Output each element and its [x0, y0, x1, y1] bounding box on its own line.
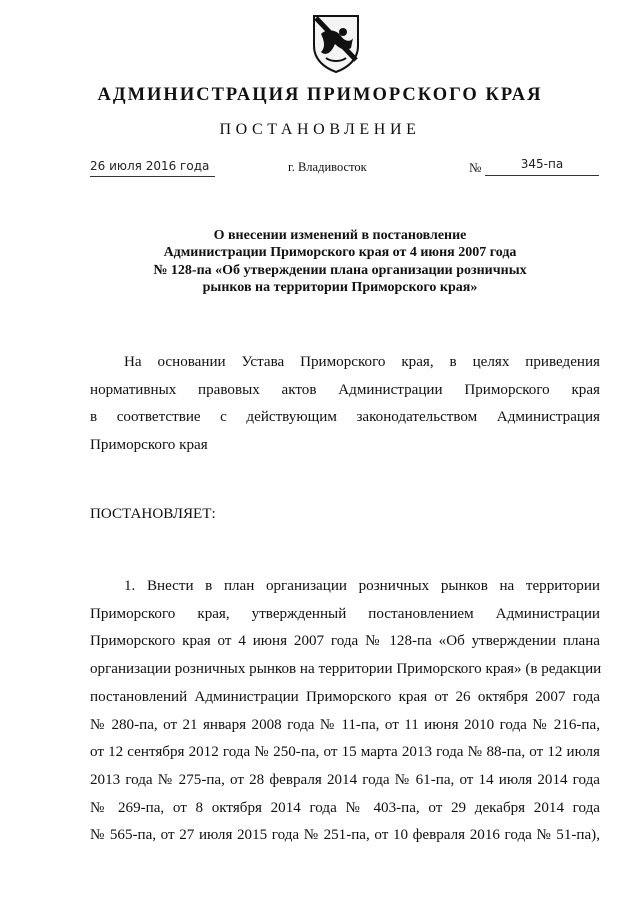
text-line: 2013 года № 275-па, от 28 февраля 2014 года № 61-па, от 14 июля 2014 года [90, 771, 600, 788]
text-line: нормативных правовых актов Администрации Приморского края [90, 381, 600, 398]
title-line: № 128-па «Об утверждении плана организации розничных [153, 262, 527, 278]
title-line: рынков на территории Приморского края» [202, 279, 478, 295]
document-number: 345-па [485, 157, 599, 176]
text-line: в соответствие с действующим законодательством Администрация [90, 409, 600, 426]
text-line: Приморского края [90, 437, 208, 454]
text-line: от 12 сентября 2012 года № 250-па, от 15 марта 2013 года № 88-па, от 12 июля [90, 744, 600, 761]
text-line: Приморского края, утвержденный постановлением Администрации [90, 605, 600, 622]
text-line: постановлений Администрации Приморского края от 26 октября 2007 года [90, 688, 600, 705]
document-date: 26 июля 2016 года [90, 159, 215, 177]
decree-word: ПОСТАНОВЛЯЕТ: [90, 506, 216, 522]
coat-of-arms-icon [311, 14, 361, 74]
title-line: Администрации Приморского края от 4 июня 2007 года [163, 245, 517, 261]
text-line: 1. Внести в план организации розничных рынков на территории [124, 578, 600, 594]
title-line: О внесении изменений в постановление [213, 228, 467, 243]
number-label: № [469, 160, 482, 175]
document-title [120, 227, 560, 296]
document-city: г. Владивосток [288, 160, 367, 174]
document-type: ПОСТАНОВЛЕНИЕ [219, 121, 421, 138]
organization-name: АДМИНИСТРАЦИЯ ПРИМОРСКОГО КРАЯ [97, 85, 543, 105]
preamble-paragraph [90, 349, 600, 460]
text-line: № 269-па, от 8 октября 2014 года № 403-па, от 29 декабря 2014 года [90, 799, 600, 816]
text-line: На основании Устава Приморского края, в целях приведения [124, 354, 600, 370]
text-line: организации розничных рынков на территории Приморского края» (в редакции [90, 661, 602, 678]
item-1-paragraph [90, 573, 600, 850]
text-line: № 565-па, от 27 июля 2015 года № 251-па, от 10 февраля 2016 года № 51-па), [90, 827, 600, 844]
text-line: № 280-па, от 21 января 2008 года № 11-па, от 11 июня 2010 года № 216-па, [90, 716, 600, 733]
text-line: Приморского края от 4 июня 2007 года № 128-па «Об утверждении плана [90, 633, 600, 650]
